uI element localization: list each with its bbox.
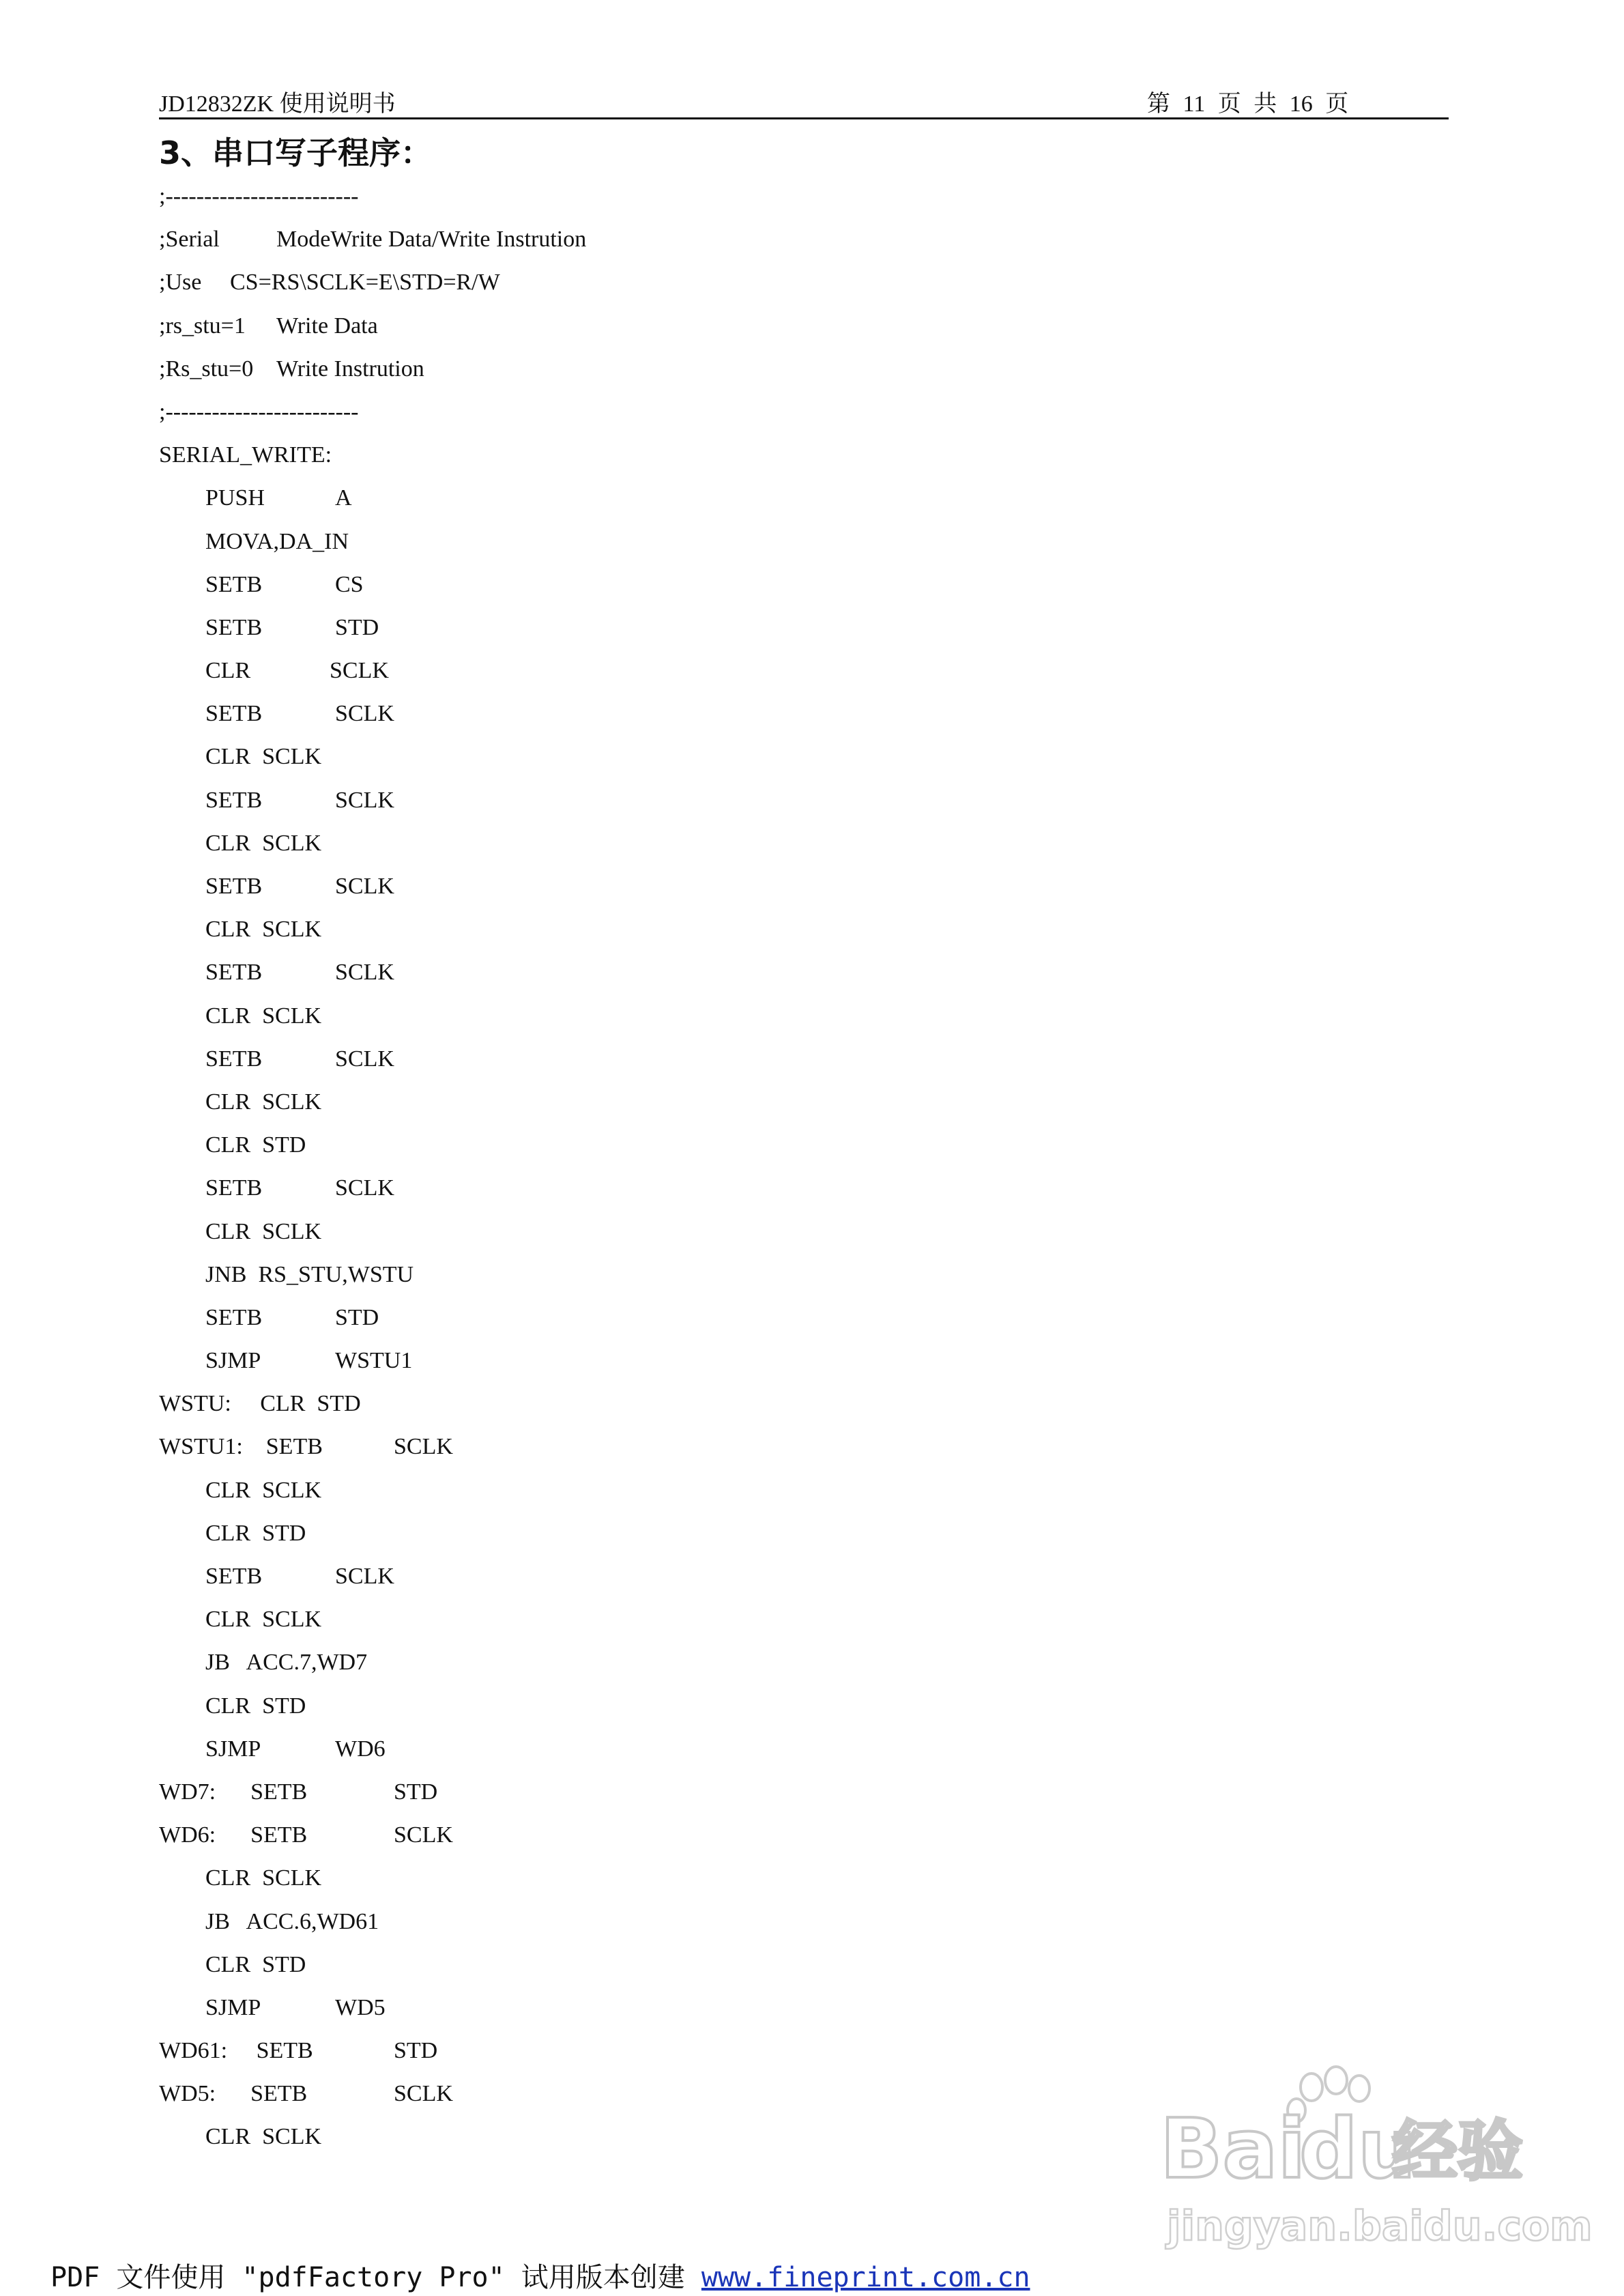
code-line [159,649,978,692]
code-operand: SCLK [335,1175,394,1201]
code-line [159,563,978,606]
code-operand: STD [394,2038,438,2064]
code-text: CLR SCLK [159,830,322,856]
code-text: SETB [159,960,263,986]
header-divider [159,117,1449,119]
code-line [159,1253,978,1296]
code-line [159,908,978,951]
code-line [159,865,978,908]
code-text: SETB [159,1046,263,1072]
code-text: CLR [159,658,251,684]
footer-link[interactable]: www.fineprint.com.cn [701,2262,1030,2293]
code-text: WSTU: CLR STD [159,1391,361,1417]
code-text: ;rs_stu=1 [159,313,246,339]
code-line [159,1770,978,1813]
code-operand: SCLK [394,1822,453,1848]
code-text: SJMP [159,1348,261,1374]
code-operand: SCLK [394,1434,453,1460]
code-line [159,261,978,304]
code-line [159,1037,978,1080]
code-text: ;------------------------- [159,184,359,209]
code-operand: SCLK [330,658,389,684]
code-line [159,606,978,649]
code-line [159,1469,978,1512]
code-line [159,1986,978,2029]
code-text: WSTU1: SETB [159,1434,323,1460]
code-line [159,822,978,865]
code-line [159,347,978,390]
code-listing [159,175,978,2159]
code-text: CLR STD [159,1132,306,1158]
code-text: CLR SCLK [159,917,322,943]
code-operand: Write Instrution [276,356,424,382]
code-line [159,175,978,218]
code-operand: SCLK [335,874,394,899]
code-text: SETB [159,1175,263,1201]
pdf-footer [50,2256,1030,2295]
code-line [159,520,978,563]
code-operand: SCLK [335,701,394,727]
section-title: 3、串口写子程序： [159,134,433,171]
code-line [159,1382,978,1425]
document-title: JD12832ZK 使用说明书 [159,91,396,117]
code-text: ;Serial [159,227,220,253]
footer-text: PDF 文件使用 "pdfFactory Pro" 试用版本创建 [50,2262,701,2293]
code-line [159,1900,978,1943]
code-line [159,1684,978,1727]
code-line [159,433,978,476]
code-operand: Write Data [276,313,378,339]
code-line [159,2029,978,2072]
code-line [159,218,978,261]
code-text: WD5: SETB [159,2081,308,2107]
code-operand: SCLK [335,787,394,813]
code-text: CLR SCLK [159,2124,322,2150]
code-line [159,1512,978,1555]
code-operand: STD [335,614,379,640]
code-text: PUSH [159,485,265,511]
page-number: 第 11 页 共 16 页 [1147,91,1349,117]
code-line [159,476,978,519]
code-text: CLR SCLK [159,744,322,770]
code-text: CLR SCLK [159,1607,322,1633]
watermark-brand-a: Bai [1160,2102,1306,2197]
code-text: CLR STD [159,1951,306,1977]
code-operand: CS [335,571,364,597]
code-text: WD6: SETB [159,1822,308,1848]
code-line [159,1943,978,1986]
code-text: CLR SCLK [159,1477,322,1503]
code-line [159,1727,978,1770]
code-text: CLR STD [159,1520,306,1546]
code-text: SETB [159,571,263,597]
code-line [159,1339,978,1382]
page-header [159,85,1449,119]
baidu-jingyan-watermark [1153,2061,1593,2266]
code-line [159,1555,978,1598]
code-line [159,735,978,778]
code-operand: SCLK [335,1564,394,1589]
code-text: SJMP [159,1994,261,2020]
code-line [159,1598,978,1641]
code-operand: SCLK [335,960,394,986]
code-text: SETB [159,701,263,727]
code-text: SETB [159,1304,263,1330]
code-text: ;Rs_stu=0 [159,356,254,382]
code-text: SETB [159,787,263,813]
watermark-brand-b: du [1299,2102,1417,2197]
code-operand: SCLK [394,2081,453,2107]
code-text: MOVA,DA_IN [159,528,349,554]
code-line [159,1296,978,1339]
code-text: SETB [159,614,263,640]
code-line [159,1813,978,1856]
code-text: JNB RS_STU,WSTU [159,1261,414,1287]
watermark-url: jingyan.baidu.com [1167,2202,1593,2250]
code-operand: WD5 [335,1994,386,2020]
watermark-brand-c: 经验 [1392,2113,1523,2190]
code-operand: ModeWrite Data/Write Instrution [276,227,587,253]
code-text: SETB [159,1564,263,1589]
code-line [159,1080,978,1123]
code-operand: WSTU1 [335,1348,413,1374]
code-text: WD7: SETB [159,1779,308,1805]
code-line [159,779,978,822]
code-line [159,1856,978,1899]
code-text: CLR SCLK [159,1089,322,1115]
code-line [159,1425,978,1468]
code-text: SERIAL_WRITE: [159,442,332,468]
code-line [159,1641,978,1684]
code-text: SETB [159,874,263,899]
code-text: WD61: SETB [159,2038,313,2064]
code-text: SJMP [159,1736,261,1762]
code-line [159,1123,978,1166]
code-operand: STD [335,1304,379,1330]
code-line [159,2072,978,2115]
code-line [159,390,978,433]
code-operand: CS=RS\SCLK=E\STD=R/W [230,270,500,296]
code-operand: STD [394,1779,438,1805]
code-line [159,1166,978,1209]
code-text: JB ACC.6,WD61 [159,1908,379,1934]
code-text: CLR SCLK [159,1003,322,1029]
code-text: CLR SCLK [159,1865,322,1891]
code-line [159,994,978,1037]
code-operand: SCLK [335,1046,394,1072]
code-text: CLR SCLK [159,1218,322,1244]
code-text: ;------------------------- [159,399,359,425]
code-line [159,2115,978,2158]
code-line [159,692,978,735]
code-text: CLR STD [159,1693,306,1719]
code-operand: A [335,485,352,511]
code-text: ;Use [159,270,202,296]
code-text: JB ACC.7,WD7 [159,1650,368,1676]
code-line [159,304,978,347]
code-line [159,951,978,994]
code-line [159,1210,978,1253]
code-operand: WD6 [335,1736,386,1762]
